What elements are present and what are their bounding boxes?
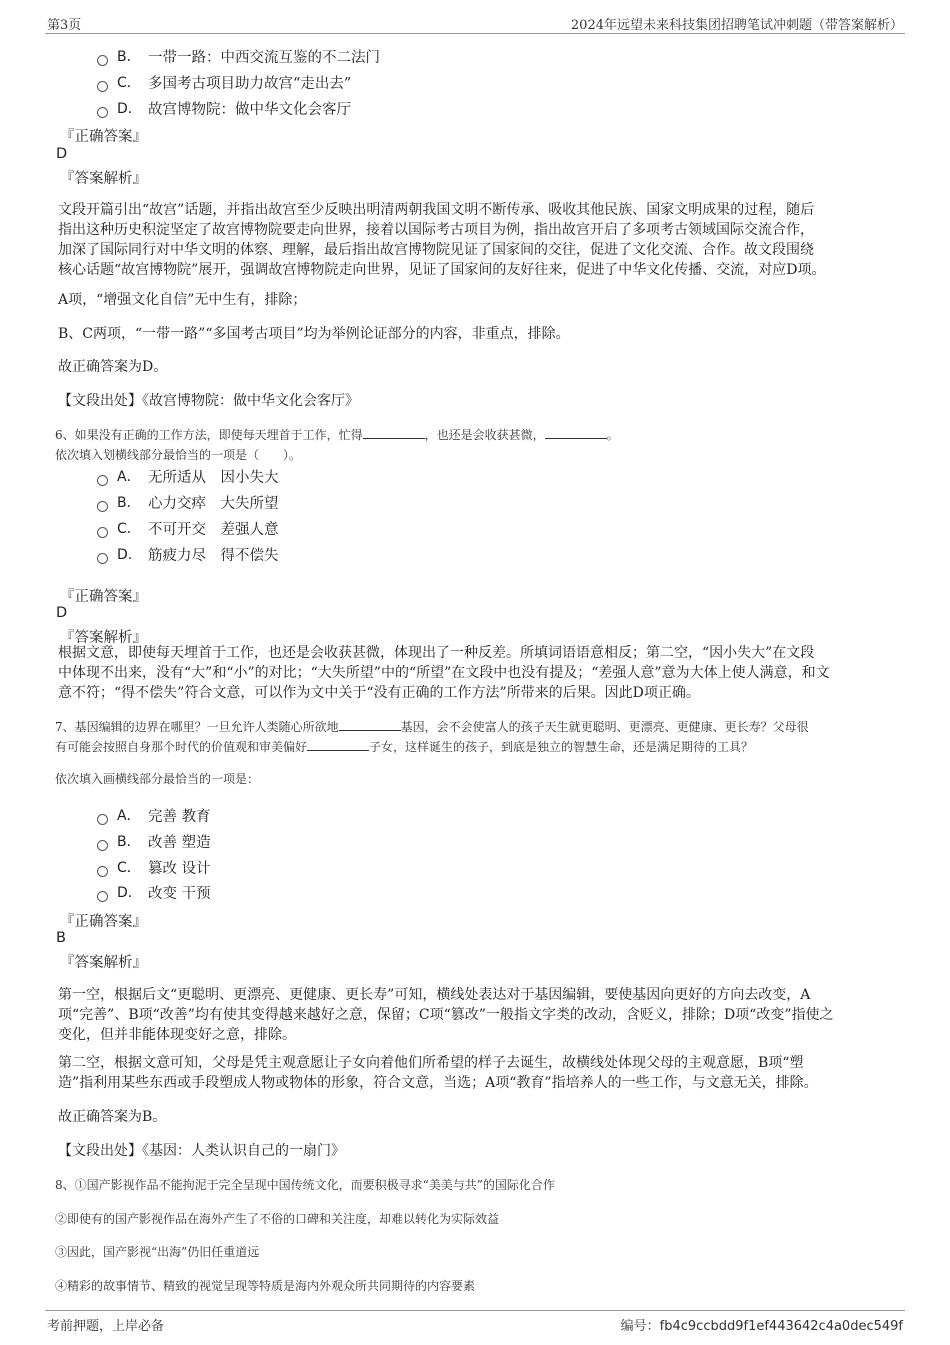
question-8-item-2: ②即使有的国产影视作品在海外产生了不俗的口碑和关注度，却难以转化为实际效益: [55, 1212, 500, 1226]
question-8-item-4: ④精彩的故事情节、精致的视觉呈现等特质是海内外观众所共同期待的内容要素: [55, 1279, 476, 1293]
option-key: D．: [117, 885, 142, 901]
radio-icon[interactable]: [97, 475, 108, 486]
analysis-line: 造”指利用某些东西或手段塑成人物或物体的形象，符合文意，当选；A项“教育”指培养人的一些工作，与文意无关，排除。: [58, 1075, 818, 1091]
analysis-paragraph: [58, 200, 826, 280]
footer-serial: 编号：fb4c9ccbdd9f1ef443642c4a0dec549f: [620, 1319, 903, 1334]
analysis-line: 第二空，根据文意可知，父母是凭主观意愿让子女向着他们所希望的样子去诞生，故横线处体现父母的主观意愿，B项“塑: [58, 1055, 804, 1071]
answer-label: 『正确答案』: [60, 914, 147, 930]
analysis-label: 『答案解析』: [60, 630, 147, 646]
question-text: 6、如果没有正确的工作方法，即使每天埋首于工作，忙得: [55, 428, 363, 442]
option-text: 筋疲力尽 得不偿失: [148, 547, 279, 564]
analysis-line: 意不符；“得不偿失”符合文意，可以作为文中关于“没有正确的工作方法”所带来的后果。因此D项正确。: [58, 685, 700, 701]
radio-icon[interactable]: [97, 891, 108, 902]
answer-value: B: [56, 930, 66, 946]
analysis-paragraph-2: [58, 1053, 818, 1093]
question-7-line2: [55, 738, 753, 755]
option-d[interactable]: [97, 544, 279, 564]
option-key: C．: [117, 75, 141, 91]
question-text: 。: [606, 428, 619, 442]
question-prompt: 依次填入画横线部分最恰当的一项是：: [55, 772, 260, 786]
radio-icon[interactable]: [97, 55, 108, 66]
option-text: 无所适从 因小失大: [148, 469, 279, 486]
option-text: 故宫博物院：做中华文化会客厅: [148, 101, 351, 118]
option-key: B．: [117, 834, 141, 850]
analysis-line: 加深了国际同行对中华文明的体察、理解，最后指出故宫博物院见证了国家间的交往，促进了文化交流、合作。故文段围绕: [58, 242, 814, 258]
option-c[interactable]: [97, 72, 351, 92]
analysis-line: 根据文意，即使每天埋首于工作，也还是会收获甚微，体现出了一种反差。所填词语语意相反；第二空，“因小失大”在文段: [58, 645, 815, 661]
analysis-line: 文段开篇引出“故宫”话题，并指出故宫至少反映出明清两朝我国文明不断传承、吸收其他民族、国家文明成果的过程，随后: [58, 202, 815, 218]
document-title: 2024年远望未来科技集团招聘笔试冲刺题（带答案解析）: [570, 18, 903, 33]
analysis-paragraph: [58, 643, 830, 703]
question-6: [55, 426, 619, 443]
option-a[interactable]: [97, 805, 211, 825]
option-key: D．: [117, 101, 142, 117]
option-d[interactable]: [97, 882, 211, 902]
source: 【文段出处】《故宫博物院：做中华文化会客厅》: [58, 393, 359, 409]
note-bc: B、C两项，“一带一路”“多国考古项目”均为举例论证部分的内容，非重点，排除。: [58, 326, 570, 342]
note-a: A项，“增强文化自信”无中生有，排除；: [58, 292, 307, 308]
answer-label: 『正确答案』: [60, 589, 147, 605]
radio-icon[interactable]: [97, 840, 108, 851]
analysis-paragraph-1: [58, 985, 833, 1045]
radio-icon[interactable]: [97, 81, 108, 92]
fill-blank: [307, 738, 369, 751]
question-text: 有可能会按照自身那个时代的价值观和审美偏好: [55, 740, 308, 754]
answer-value: D: [56, 605, 68, 621]
option-key: B．: [117, 49, 141, 65]
radio-icon[interactable]: [97, 866, 108, 877]
fill-blank: [339, 718, 401, 731]
question-text: 7、基因编辑的边界在哪里？一旦允许人类随心所欲地: [55, 720, 339, 734]
conclusion: 故正确答案为D。: [58, 359, 168, 375]
question-text: 子女，这样诞生的孩子，到底是独立的智慧生命，还是满足期待的工具？: [369, 740, 754, 754]
option-b[interactable]: [97, 492, 279, 512]
answer-label: 『正确答案』: [60, 129, 147, 145]
option-text: 篡改 设计: [148, 860, 211, 877]
analysis-line: 项“完善”、B项“改善”均有使其变得越来越好之意，保留；C项“篡改”一般指文字类的改动，含贬义，排除；D项“改变”指使之: [58, 1007, 834, 1023]
question-text: 基因，会不会使富人的孩子天生就更聪明、更漂亮、更健康、更长寿？父母很: [400, 720, 809, 734]
analysis-line: 变化，但并非能体现变好之意，排除。: [58, 1027, 296, 1043]
option-b[interactable]: [97, 46, 380, 66]
option-d[interactable]: [97, 98, 351, 118]
radio-icon[interactable]: [97, 814, 108, 825]
source: 【文段出处】《基因：人类认识自己的一扇门》: [58, 1143, 345, 1159]
header-divider: [45, 33, 905, 34]
footer-divider: [45, 1310, 905, 1311]
radio-icon[interactable]: [97, 107, 108, 118]
question-8-item-3: ③因此，国产影视“出海”仍旧任重道远: [55, 1245, 260, 1259]
option-text: 一带一路：中西交流互鉴的不二法门: [148, 49, 380, 66]
option-text: 不可开交 差强人意: [148, 521, 279, 538]
option-text: 改善 塑造: [148, 834, 211, 851]
conclusion: 故正确答案为B。: [58, 1109, 167, 1125]
option-b[interactable]: [97, 831, 211, 851]
option-key: A．: [117, 808, 141, 824]
analysis-label: 『答案解析』: [60, 171, 147, 187]
page-number: 第3页: [47, 18, 82, 33]
option-key: C．: [117, 860, 141, 876]
fill-blank: [363, 426, 425, 439]
analysis-line: 中体现不出来，没有“大”和“小”的对比；“大失所望”中的“所望”在文段中也没有提及；“差强人意”意为大体上使人满意，和文: [58, 665, 830, 681]
analysis-line: 指出这种历史积淀坚定了故宫博物院要走向世界，接着以国际考古项目为例，指出故宫开启了多项考古领域国际交流合作，: [58, 222, 814, 238]
option-text: 改变 干预: [148, 885, 211, 902]
answer-value: D: [56, 146, 68, 162]
option-key: C．: [117, 521, 141, 537]
question-text: ，也还是会收获甚微，: [424, 428, 545, 442]
question-8-item-1: 8、①国产影视作品不能拘泥于完全呈现中国传统文化，而要积极寻求“美美与共”的国际化合作: [55, 1178, 555, 1192]
radio-icon[interactable]: [97, 501, 108, 512]
option-key: D．: [117, 547, 142, 563]
radio-icon[interactable]: [97, 553, 108, 564]
question-7: [55, 718, 809, 735]
option-key: A．: [117, 469, 141, 485]
analysis-label: 『答案解析』: [60, 955, 147, 971]
option-a[interactable]: [97, 466, 279, 486]
option-c[interactable]: [97, 857, 211, 877]
option-text: 多国考古项目助力故宫“走出去”: [148, 75, 352, 92]
option-text: 心力交瘁 大失所望: [148, 495, 279, 512]
footer-slogan: 考前押题，上岸必备: [47, 1319, 165, 1334]
option-c[interactable]: [97, 518, 279, 538]
analysis-line: 核心话题“故宫博物院”展开，强调故宫博物院走向世界，见证了国家间的友好往来，促进了中华文化传播、交流，对应D项。: [58, 262, 826, 278]
option-text: 完善 教育: [148, 808, 211, 825]
radio-icon[interactable]: [97, 527, 108, 538]
fill-blank: [545, 426, 607, 439]
option-key: B．: [117, 495, 141, 511]
question-prompt: 依次填入划横线部分最恰当的一项是（ ）。: [55, 448, 302, 462]
analysis-line: 第一空，根据后文“更聪明、更漂亮、更健康、更长寿”可知，横线处表达对于基因编辑，要使基因向更好的方向去改变，A: [58, 987, 811, 1003]
